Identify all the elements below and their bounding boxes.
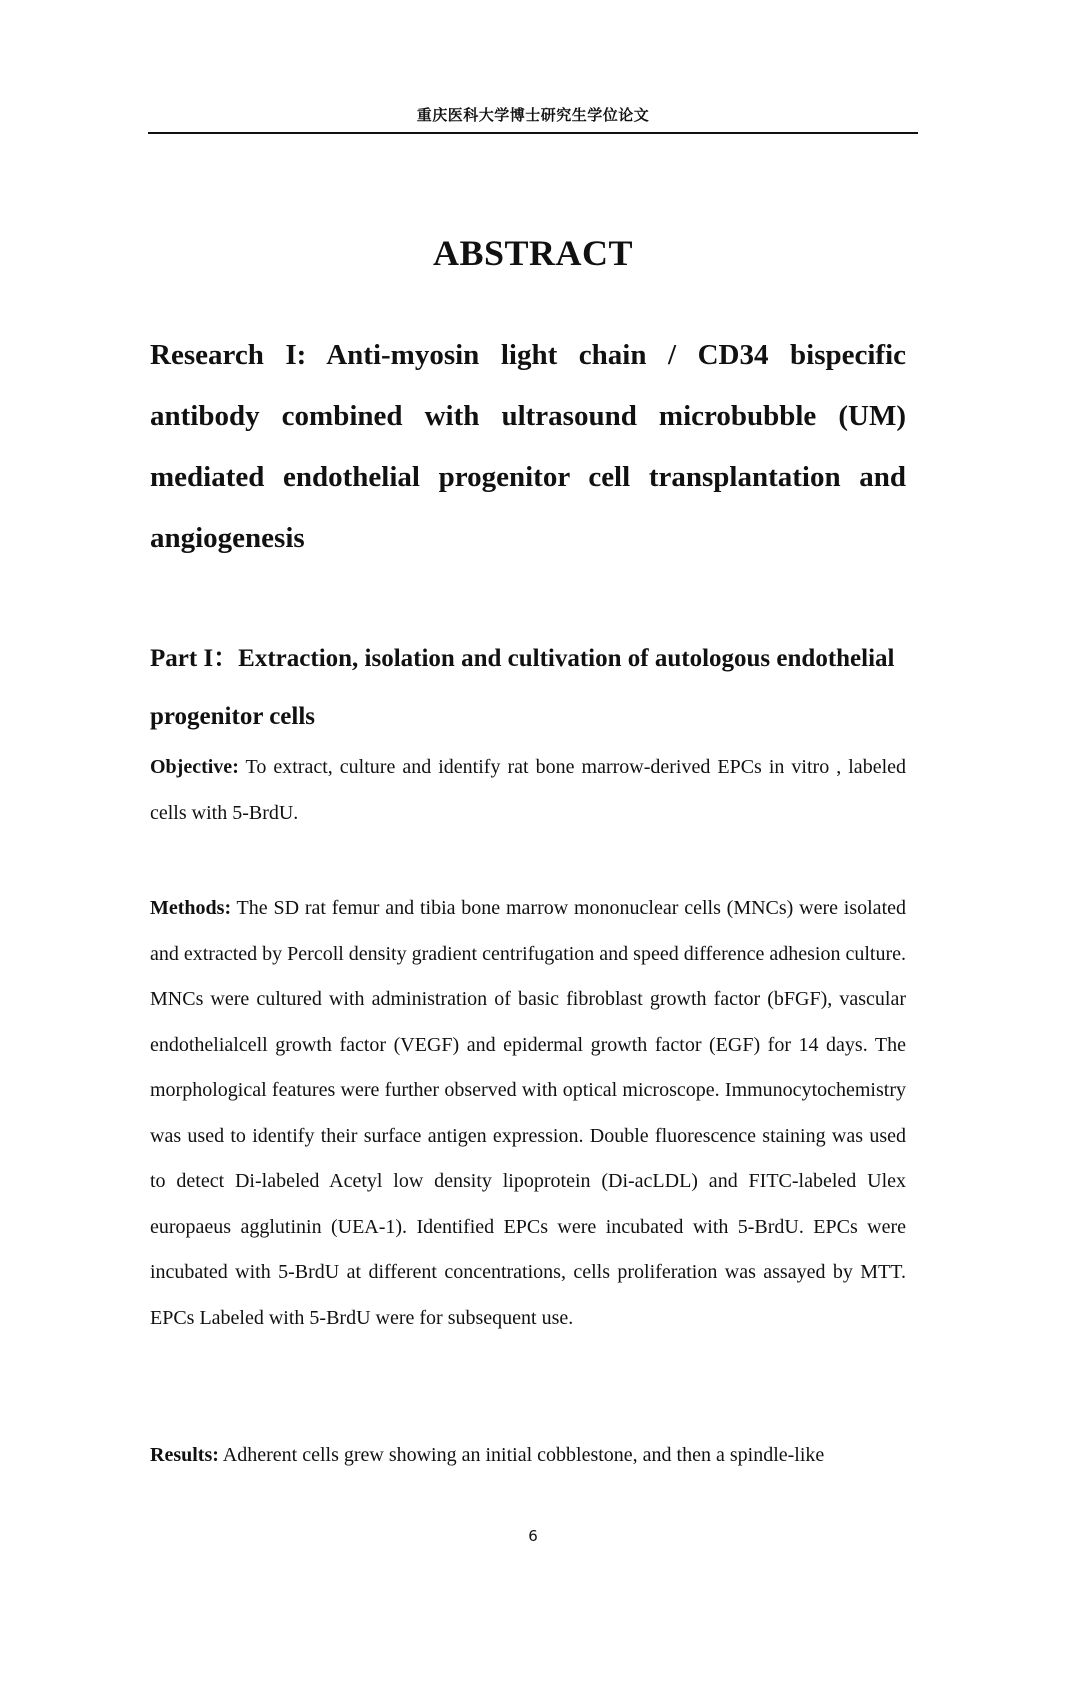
results-label: Results:: [150, 1444, 219, 1466]
results-paragraph: [150, 1433, 906, 1479]
research-title: Research I: Anti-myosin light chain / CD34 bispecific antibody combined with ultrasound microbubble (UM) mediated endothelial progenitor cell transplantation and angiogenesis: [150, 339, 906, 554]
objective-text: To extract, culture and identify rat bone marrow-derived EPCs in vitro , labeled cells with 5-BrdU.: [150, 756, 906, 824]
results-text: Adherent cells grew showing an initial cobblestone, and then a spindle-like: [218, 1444, 825, 1466]
objective-paragraph: [150, 745, 906, 836]
methods-label: Methods:: [150, 897, 232, 919]
methods-paragraph: [150, 886, 906, 1341]
running-header: 重庆医科大学博士研究生学位论文: [416, 106, 650, 124]
objective-label: Objective:: [150, 756, 239, 778]
page-number: 6: [528, 1527, 538, 1545]
abstract-title: ABSTRACT: [432, 233, 634, 273]
part-title: Part I：Extraction, isolation and cultivation of autologous endothelial progenitor cells: [150, 645, 895, 730]
header-rule: [148, 132, 918, 134]
methods-text: The SD rat femur and tibia bone marrow mononuclear cells (MNCs) were isolated and extracted by Percoll density gradient centrifugation and speed difference adhesion culture. MNCs were cultured with administration of basic fibroblast growth factor (bFGF), vascular endothelialcell growth factor (VEGF) and epidermal growth factor (EGF) for 14 days. The morphological features were further observed with optical microscope. Immunocytochemistry was used to identify their surface antigen expression. Double fluorescence staining was used to detect Di-labeled Acetyl low density lipoprotein (Di-acLDL) and FITC-labeled Ulex europaeus agglutinin (UEA-1). Identified EPCs were incubated with 5-BrdU. EPCs were incubated with 5-BrdU at different concentrations, cells proliferation was assayed by MTT. EPCs Labeled with 5-BrdU were for subsequent use.: [150, 897, 907, 1329]
